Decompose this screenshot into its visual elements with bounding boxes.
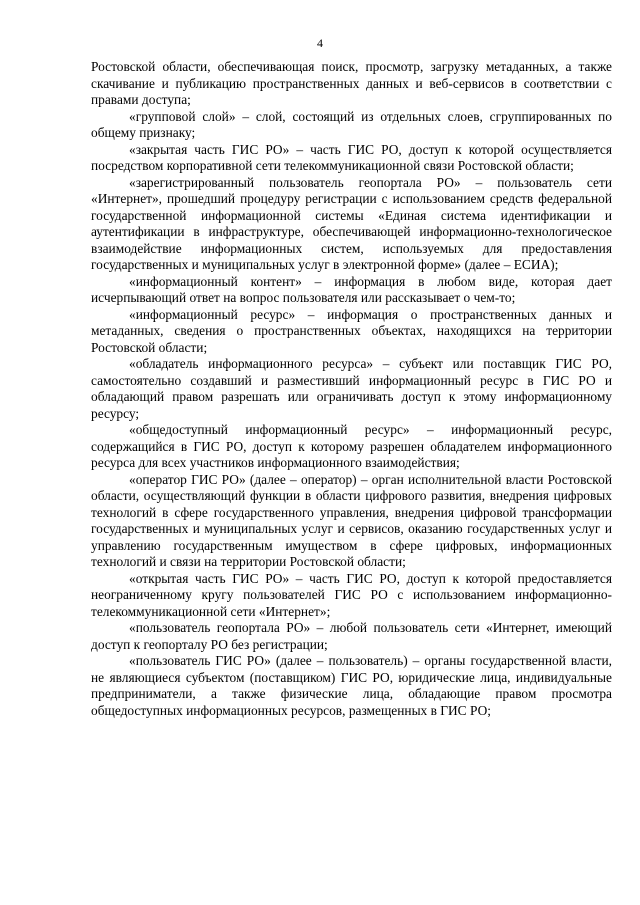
page-number: 4 [317,36,323,50]
definition-open-part: «открытая часть ГИС РО» – часть ГИС РО, доступ к которой предоставляется неограниченному кругу пользователей ГИС РО с использованием информационно-телекоммуникационной сети «Интернет»; [91,570,612,619]
definition-registered-user: «зарегистрированный пользователь геопортала РО» – пользователь сети «Интернет», прошедший процедуру регистрации с использованием средств федеральной государственной информационной системы «Единая система идентификации и аутентификации в инфраструктуре, обеспечивающей информационно-технологическое взаимодействие информационных систем, используемых для предоставления государственных и муниципальных услуг в электронной форме» (далее – ЕСИА); [91,174,612,272]
definition-information-content: «информационный контент» – информация в любом виде, которая дает исчерпывающий ответ на вопрос пользователя или рассказывает о чем-то; [91,273,612,305]
definition-gis-user: «пользователь ГИС РО» (далее – пользователь) – органы государственной власти, не являющиеся субъектом (поставщиком) ГИС РО, юридические лица, индивидуальные предприниматели, а также физические лица, обладающие правом просмотра общедоступных информационных ресурсов, размещенных в ГИС РО; [91,653,612,718]
definition-geoportal-user: «пользователь геопортала РО» – любой пользователь сети «Интернет, имеющий доступ к геопорталу РО без регистрации; [91,620,612,652]
definition-public-resource: «общедоступный информационный ресурс» – информационный ресурс, содержащийся в ГИС РО, доступ к которому разрешен обладателем информационного ресурса для всех участников информационного взаимодействия; [91,422,612,470]
definition-resource-owner: «обладатель информационного ресурса» – субъект или поставщик ГИС РО, самостоятельно создавший и разместивший информационный ресурс в ГИС РО и обладающий правом разрешать или ограничивать доступ к этому информационному ресурсу; [91,356,612,421]
definition-information-resource: «информационный ресурс» – информация о пространственных данных и метаданных, сведения о пространственных объектах, находящихся на территории Ростовской области; [91,306,612,355]
definition-closed-part: «закрытая часть ГИС РО» – часть ГИС РО, доступ к которой осуществляется посредством корпоративной сети телекоммуникационной связи Ростовской области; [91,141,612,173]
definition-operator: «оператор ГИС РО» (далее – оператор) – орган исполнительной власти Ростовской области, осуществляющий функции в области цифрового развития, внедрения цифровых технологий в сфере государственного управления, внедрения цифровой трансформации государственных и муниципальных услуг и сервисов, оказанию государственных услуг и управлению государственным имуществом в сфере цифровых, информационных технологий и связи на территории Ростовской области; [91,471,612,569]
paragraph-continuation: Ростовской области, обеспечивающая поиск, просмотр, загрузку метаданных, а также скачивание и публикацию пространственных данных и веб-сервисов в соответствии с правами доступа; [91,59,612,107]
document-body [91,59,612,719]
definition-group-layer: «групповой слой» – слой, состоящий из отдельных слоев, сгруппированных по общему признаку; [91,108,612,140]
